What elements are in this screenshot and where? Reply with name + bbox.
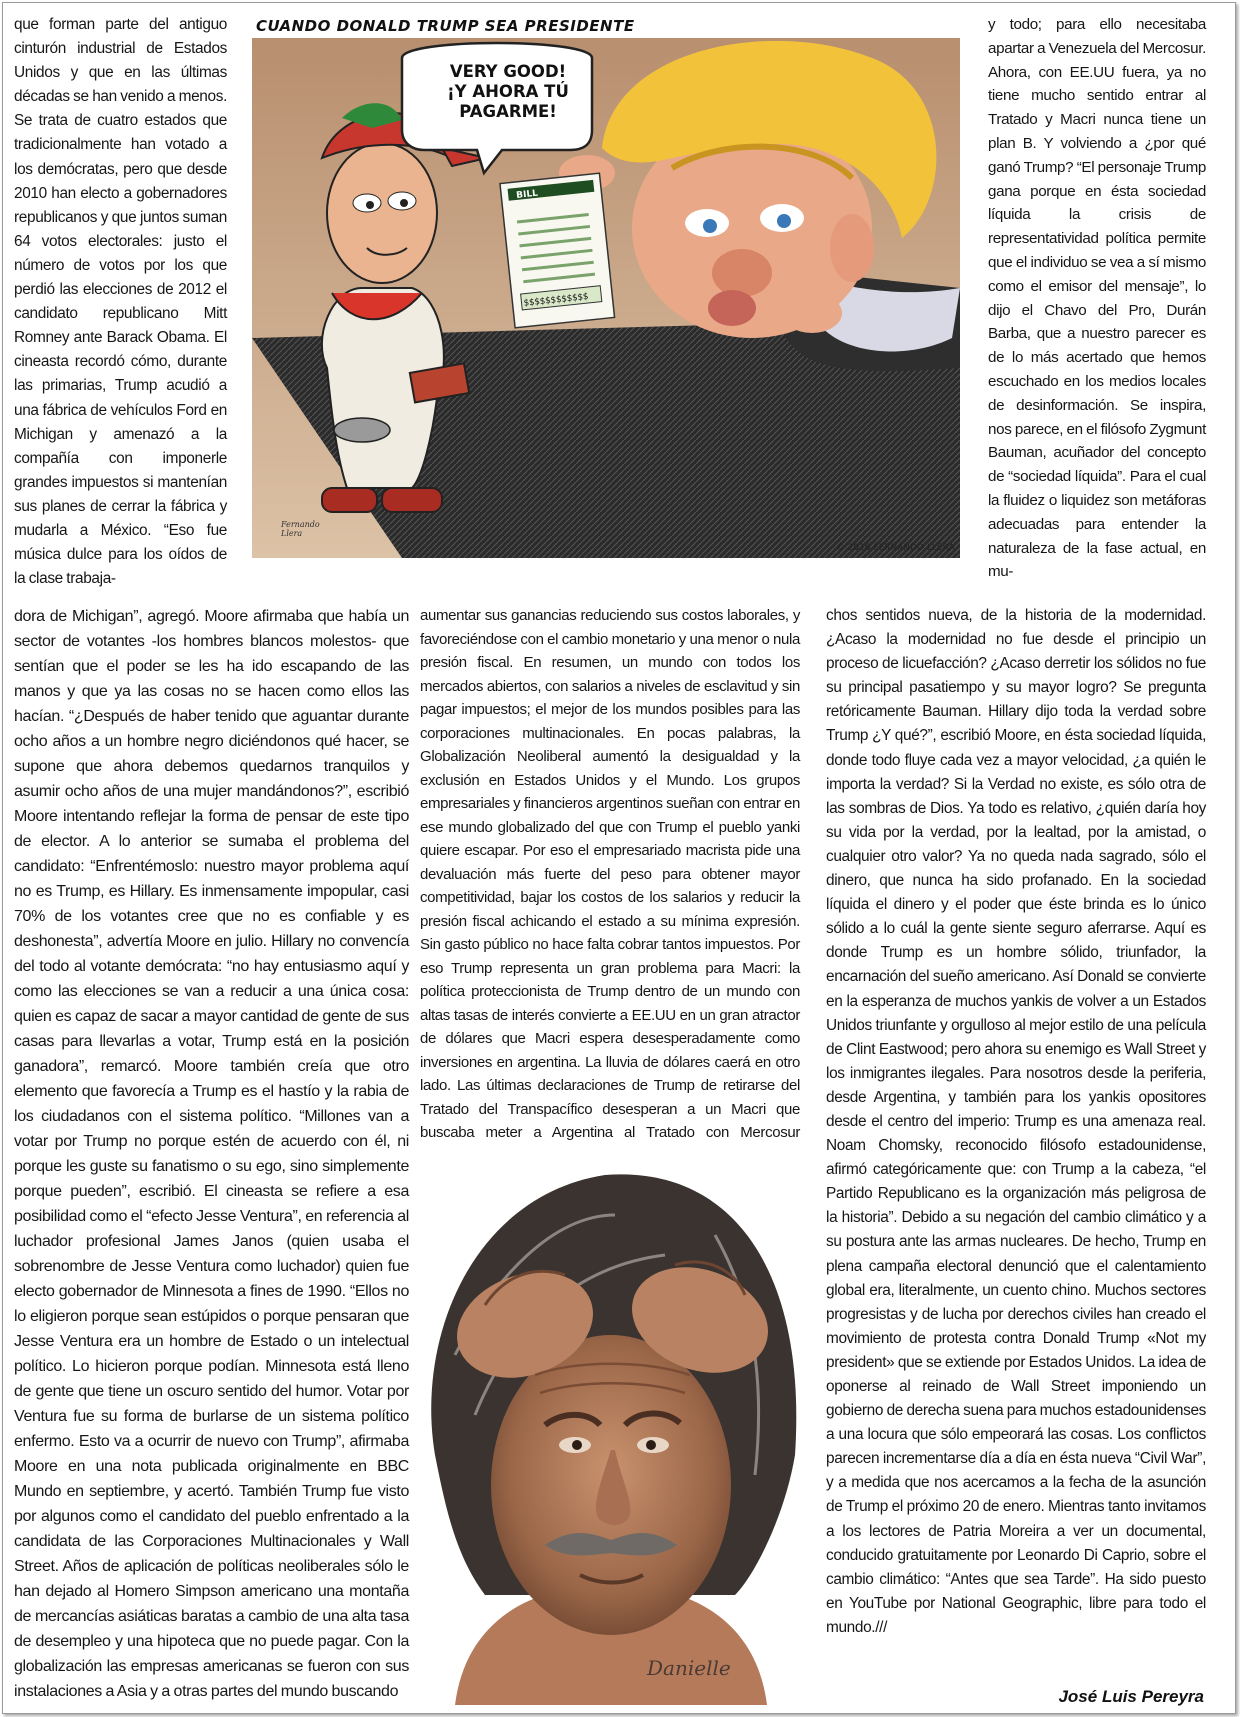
svg-text:$$$$$$$$$$$$: $$$$$$$$$$$$	[523, 292, 589, 309]
speech-line: VERY GOOD!	[449, 62, 567, 81]
article-column-right	[826, 604, 1206, 1640]
article-paragraph: chos sentidos nueva, de la historia de la modernidad. ¿Acaso la modernidad no fue desde el principio un proceso de licuefacción? ¿Acaso derretir los sólidos no fue su principal pasatiempo y su mayor logro? Se pregunta retóricamente Bauman. Hillary dijo toda la verdad sobre Trump ¿Y qué?”, escribió Moore, en ésta sociedad líquida, donde todo fluye cada vez a mayor velocidad, ¿a quién le importa la verdad? Si la Verdad no existe, es sólo otra de las sombras de Dios. Ya todo es relativo, ¿quién daría hoy su vida por la verdad, por la lealtad, por la amistad, o cualquier otro valor? Ya no queda nada sagrado, sólo el dinero, que nunca ha sido profanado. En la sociedad líquida el dinero y el poder que éste brinda es lo único sólido a lo cuál la gente siente seguro aferrarse. Aquí es donde Trump es un hombre sólido, triunfador, la encarnación del sueño americano. Así Donald se convierte en la esperanza de muchos yankis de volver a un Estados Unidos triunfante y orgulloso al mejor estilo de una película de Clint Eastwood; pero ahora su enemigo es Wall Street y los inmigrantes ilegales. Para nosotros desde la periferia, desde Argentina, y también para los yankis opositores desde el centro del imperio: Trump es una amenaza real. Noam Chomsky, reconocido filósofo estadounidense, afirmó categóricamente que: con Trump a la cabeza, “el Partido Republicano es la organización más peligrosa de la historia”. Debido a su negación del cambio climático y a su postura ante las armas nucleares. De hecho, Trump en plena campaña electoral denunció que el calentamiento global era, literalmente, un cuento chino. Muchos sectores progresistas y de lucha por derechos civiles han creado el movimiento de protesta contra Donald Trump «Not my president» que se extiende por Estados Unidos. La idea de oponerse al reinado de Wall Street imponiendo un gobierno de derecha suena para muchos estadounidenses a una locura que sólo empeorará las cosas. Los conflictos parecen incrementarse día a día en ésta nueva “Civil War”, y a medida que nos acercamos a la fecha de la asunción de Trump el próximo 20 de enero. Mientras tanto invitamos a los lectores de Patria Moreira a ver un documental, conducido gratuitamente por Leonardo Di Caprio, sobre el cambio climático: “Antes que sea Tarde”. Ha sido puesto en YouTube por National Geographic, libre para todo el mundo.///	[826, 607, 1206, 1636]
portrait-caricature	[415, 1155, 807, 1705]
bill-paper	[500, 173, 615, 328]
article-column-middle	[420, 604, 800, 1145]
portrait-drawing	[415, 1155, 807, 1705]
cartoon-drawing	[252, 38, 960, 558]
speech-line: ¡Y AHORA TÚ	[447, 82, 569, 101]
article-paragraph: dora de Michigan”, agregó. Moore afirmaba que había un sector de votantes -los hombres blancos molestos- que sentían que el poder se les ha ido escapando de las manos y que ya las cosas no se hacen como ellos las hacían. “¿Después de haber tenido que aguantar durante ocho años a un hombre negro diciéndonos qué hacer, se supone que ahora debemos quedarnos tranquilos y asumir ocho años de una mujer mandándonos?”, escribió Moore intentando reflejar la forma de pensar de este tipo de elector. A lo anterior se sumaba el problema del candidato: “Enfrentémoslo: nuestro mayor problema aquí no es Trump, es Hillary. Es inmensamente impopular, casi 70% de los votantes cree que no es confiable y es deshonesta”, advertía Moore en julio. Hillary no convencía del todo al votante demócrata: “no hay entusiasmo aquí y como las elecciones se van a reducir a una única cosa: quien es capaz de sacar a mayor cantidad de gente de sus casas para llevarlas a votar, Trump está en la posición ganadora”, remarcó. Moore también creía que otro elemento que favorecía a Trump es el hastío y la rabia de los ciudadanos con el sistema político. “Millones van a votar por Trump no porque estén de acuerdo con él, ni porque les guste su fanatismo o su ego, sino simplemente porque pueden”, escribió. El cineasta se refiere a esa posibilidad como el “efecto Jesse Ventura”, en referencia al luchador profesional James Janos (quien usaba el sobrenombre de Jesse Ventura como luchador) quien fue electo gobernador de Minnesota a fines de 1990. “Ellos no lo eligieron porque sean estúpidos o porque pensaran que Jesse Ventura era un hombre de Estado o un intelectual político. Lo hicieron porque podían. Minnesota está lleno de gente que tiene un oscuro sentido del humor. Votar por Ventura fue su forma de burlarse de un sistema político enfermo. Esto va a ocurrir de nuevo con Trump”, afirmaba Moore en una nota publicada originalmente en BBC Mundo en septiembre, y acertó. También Trump fue visto por algunos como el candidato del pueblo enfrentado a la candidata de las Corporaciones Multinacionales y Wall Street. Años de aplicación de políticas neoliberales sólo le han dejado al Homero Simpson americano una montaña de mercancías asiáticas baratas a cambio de una alta tasa de desempleo y una hipoteca que no puede pagar. Con la globalización las empresas americanas se fueron con sus instalaciones a Asia y a otras partes del mundo buscando	[14, 608, 409, 1700]
article-paragraph: y todo; para ello necesitaba apartar a Venezuela del Mercosur. Ahora, con EE.UU fuera, ya no tiene mucho sentido entrar al Tratado y Macri nunca tiene un plan B. Y volviendo a ¿por qué ganó Trump? “El personaje Trump gana porque en ésta sociedad líquida la crisis de representatividad política permite que el individuo se vea a sí mismo como el emisor del mensaje”, lo dijo el Chavo del Pro, Durán Barba, que a nuestro parecer es de lo más acertado que hemos escuchado en los medios locales de desinformación. Se inspira, nos parece, en el filósofo Zygmunt Bauman, acuñador del concepto de “sociedad líquida”. Para el cual la fluidez o liquidez son metáforas adecuadas para entender la naturaleza de la fase actual, en mu-	[988, 16, 1206, 581]
svg-text:BILL: BILL	[515, 188, 539, 201]
cartoon-illustration	[252, 38, 960, 558]
cartoon-credit: © 2016 FERNANDO LLERA	[836, 543, 955, 553]
chest-tattoo-text: Danielle	[647, 1656, 731, 1680]
article-paragraph: aumentar sus ganancias reduciendo sus costos laborales, y favoreciéndose con el cambio monetario y una menor o nula presión fiscal. En resumen, un mundo con todos los mercados abiertos, con salarios a niveles de esclavitud y sin pagar impuestos; el mejor de los mundos posibles para las corporaciones multinacionales. En pocas palabras, la Globalización Neoliberal aumentó la desigualdad y la exclusión en Estados Unidos y el Mundo. Los grupos empresariales y financieros argentinos sueñan con entrar en ese mundo globalizado del que con Trump el pueblo yanki quiere escapar. Por eso el empresariado macrista pide una devaluación más fuerte del peso para obtener mayor competitividad, bajar los costos de los salarios y reducir la presión fiscal achicando el estado a su mínima expresión. Sin gasto público no hace falta cobrar tantos impuestos. Por eso Trump representa un gran problema para Macri: la política proteccionista de Trump dentro de un mundo con altas tasas de interés convierte a EE.UU en un gran atractor de dólares que Macri espera desesperadamente como inversiones en argentina. La lluvia de dólares caerá en otro lado. Las últimas declaraciones de Trump de retirarse del Tratado del Transpacífico desesperan a un Macri que buscaba meter a Argentina al Tratado con Mercosur	[420, 607, 800, 1141]
article-column-left	[14, 604, 409, 1704]
cartoon-artist-signature: Fernando Llera	[281, 520, 320, 538]
cartoon-title: CUANDO DONALD TRUMP SEA PRESIDENTE	[256, 17, 635, 35]
speech-line: PAGARME!	[459, 102, 557, 121]
speech-bubble-text	[420, 62, 596, 122]
article-column-left-top	[14, 13, 227, 591]
article-paragraph: que forman parte del antiguo cinturón industrial de Estados Unidos y que en las últimas décadas se han venido a menos. Se trata de cuatro estados que tradicionalmente han votado a los demócratas, pero que desde 2010 han electo a gobernadores republicanos y que juntos suman 64 votos electorales: justo el número de votos por los que perdió las elecciones de 2012 el candidato republicano Mitt Romney ante Barack Obama. El cineasta recordó cómo, durante las primarias, Trump acudió a una fábrica de vehículos Ford en Michigan y amenazó a la compañía con imponerle grandes impuestos si mantenían sus planes de cerrar la fábrica y mudarla a México. “Eso fue música dulce para los oídos de la clase trabaja-	[14, 16, 227, 588]
author-signature: José Luis Pereyra	[1058, 1687, 1204, 1706]
article-column-right-top	[988, 13, 1206, 584]
